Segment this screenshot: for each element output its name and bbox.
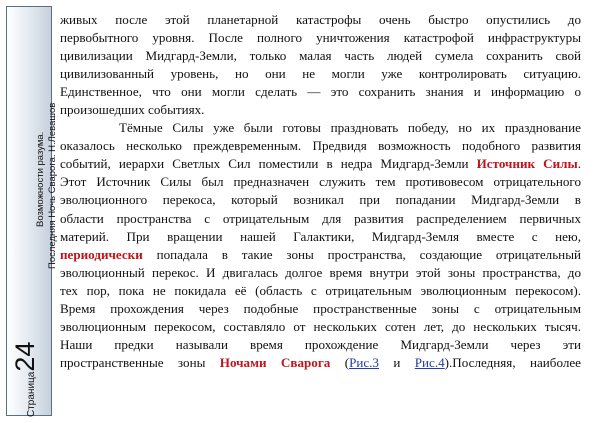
paragraph-2 — [60, 119, 581, 372]
text-fragment: пространственные зоны — [60, 354, 220, 370]
text-line: тех пор, пока не покидала её (область с отрицательным эволюционным перекосом). — [60, 282, 581, 298]
text-fragment: . — [577, 156, 581, 172]
text-line: Тёмные Силы уже были готовы праздновать победу, но их празднование — [119, 120, 581, 136]
highlight-periodically: периодически — [60, 246, 143, 262]
text-line: оказалось несколько преждевременным. Предвидя возможность подобного развития — [60, 138, 581, 154]
text-line: Этот Источник Силы был предназначен служить тем противовесом отрицательного — [60, 174, 581, 190]
text-line: эволюционный перекос. И двигалась долгое время внутри этой зоны пространства, до — [60, 264, 581, 280]
book-title: Возможности разума. — [35, 131, 46, 227]
text-line — [60, 155, 581, 173]
text-line: области пространства с отрицательным для развития распределением первичных — [60, 210, 581, 226]
highlight-source-of-power: Источник Силы — [476, 156, 578, 172]
paragraph-1 — [60, 11, 581, 119]
text-line: первобытного уровня. После полного уничтожения катастрофой инфраструктуры — [60, 30, 581, 46]
sidebar-panel — [6, 6, 58, 417]
text-line: эволюционного перекоса, который возникал при попадании Мидгард-Земли в — [60, 192, 581, 208]
page-label: Страница — [26, 371, 37, 417]
text-line: живых после этой планетарной катастрофы очень быстро опустились до — [60, 12, 581, 27]
text-line: материй. При вращении нашей Галактики, Мидгард-Земля вместе с нею, — [60, 228, 581, 244]
page-body — [60, 11, 581, 372]
figure-4-link[interactable]: Рис.4 — [414, 354, 445, 370]
book-subtitle: Последняя Ночь Сварога. Н.Левашов — [47, 102, 58, 269]
text-line: эволюционным перекосом, составляло от нескольких сотен лет, до нескольких тысяч. — [60, 318, 581, 334]
text-line — [60, 246, 581, 264]
text-line — [60, 354, 581, 372]
text-line: Единственное, что они могли сделать — это сохранить знания и информацию о — [60, 84, 581, 100]
text-fragment: попадала в такие зоны пространства, создающие отрицательный — [142, 246, 581, 262]
highlight-nights-of-svarog: Ночами Сварога — [219, 354, 331, 370]
text-line: произошедших событиях. — [60, 102, 205, 118]
page-number: 24 — [10, 341, 40, 372]
text-line: цивилизованный уровень, но они не могли уже контролировать ситуацию. — [60, 66, 581, 82]
text-fragment: ( — [330, 354, 350, 370]
text-fragment: ).Последняя, наиболее — [444, 354, 581, 370]
text-line: Наши предки называли время прохождение Мидгард-Земли через эти — [60, 336, 581, 352]
text-line: Время прохождения через подобные пространственные зоны с отрицательным — [60, 300, 581, 316]
text-fragment: и — [378, 354, 415, 370]
text-fragment: событий, иерархи Светлых Сил поместили в недра Мидгард-Земли — [60, 156, 477, 172]
text-line: цивилизации Мидгард-Земли, только малая часть людей сумела сохранить свой — [60, 48, 581, 64]
figure-3-link[interactable]: Рис.3 — [349, 354, 379, 370]
page-number-block — [12, 342, 39, 417]
